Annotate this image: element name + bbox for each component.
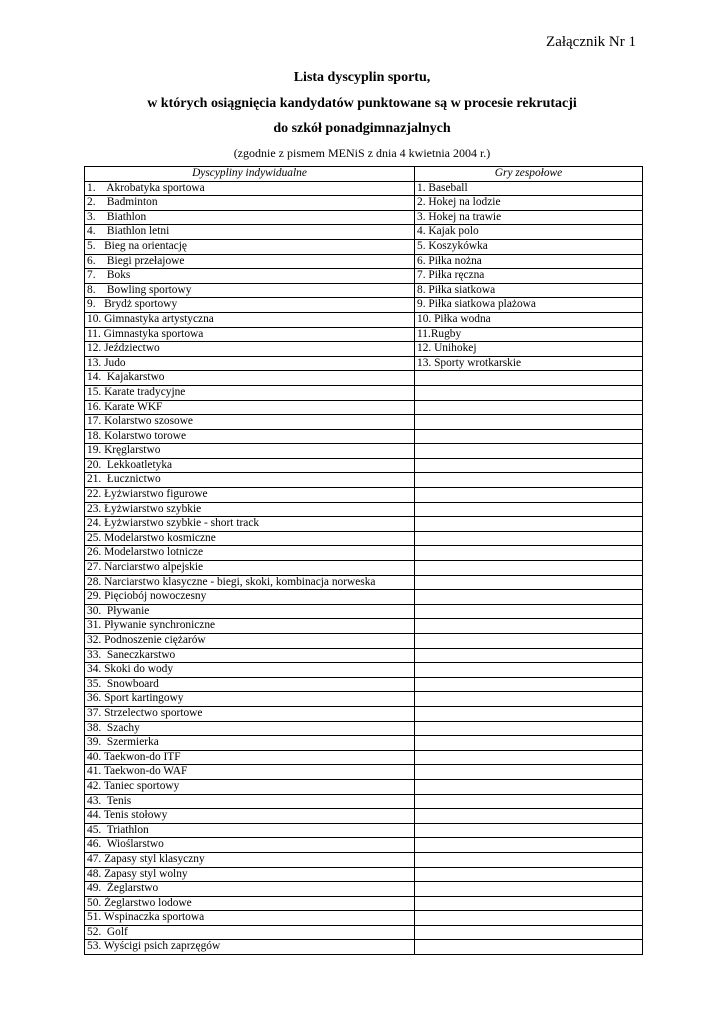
header-individual: Dyscypliny indywidualne xyxy=(85,167,415,182)
team-game-cell xyxy=(415,692,643,707)
team-game-cell xyxy=(415,531,643,546)
table-row xyxy=(85,210,643,225)
table-row xyxy=(85,385,643,400)
table-row xyxy=(85,779,643,794)
team-game-cell: 10. Piłka wodna xyxy=(415,312,643,327)
individual-discipline-cell: 7. Boks xyxy=(85,269,415,284)
table-row xyxy=(85,415,643,430)
team-game-cell xyxy=(415,385,643,400)
individual-discipline-cell: 21. Łucznictwo xyxy=(85,473,415,488)
individual-discipline-cell: 12. Jeździectwo xyxy=(85,342,415,357)
individual-discipline-cell: 47. Zapasy styl klasyczny xyxy=(85,852,415,867)
table-row xyxy=(85,342,643,357)
individual-discipline-cell: 48. Zapasy styl wolny xyxy=(85,867,415,882)
individual-discipline-cell: 5. Bieg na orientację xyxy=(85,239,415,254)
table-body xyxy=(85,181,643,954)
individual-discipline-cell: 53. Wyścigi psich zaprzęgów xyxy=(85,940,415,955)
team-game-cell xyxy=(415,488,643,503)
table-row xyxy=(85,736,643,751)
team-game-cell xyxy=(415,721,643,736)
team-game-cell xyxy=(415,473,643,488)
table-row xyxy=(85,239,643,254)
table-row xyxy=(85,429,643,444)
individual-discipline-cell: 44. Tenis stołowy xyxy=(85,809,415,824)
individual-discipline-cell: 26. Modelarstwo lotnicze xyxy=(85,546,415,561)
individual-discipline-cell: 34. Skoki do wody xyxy=(85,663,415,678)
table-row xyxy=(85,911,643,926)
individual-discipline-cell: 40. Taekwon-do ITF xyxy=(85,750,415,765)
table-row xyxy=(85,444,643,459)
team-game-cell xyxy=(415,415,643,430)
team-game-cell xyxy=(415,400,643,415)
individual-discipline-cell: 45. Triathlon xyxy=(85,823,415,838)
team-game-cell xyxy=(415,838,643,853)
team-game-cell xyxy=(415,867,643,882)
team-game-cell: 6. Piłka nożna xyxy=(415,254,643,269)
header-team: Gry zespołowe xyxy=(415,167,643,182)
table-row xyxy=(85,663,643,678)
table-row xyxy=(85,940,643,955)
team-game-cell xyxy=(415,604,643,619)
team-game-cell xyxy=(415,677,643,692)
individual-discipline-cell: 27. Narciarstwo alpejskie xyxy=(85,561,415,576)
individual-discipline-cell: 2. Badminton xyxy=(85,196,415,211)
team-game-cell xyxy=(415,634,643,649)
table-row xyxy=(85,356,643,371)
title-line-1: Lista dyscyplin sportu, xyxy=(293,70,431,85)
individual-discipline-cell: 42. Taniec sportowy xyxy=(85,779,415,794)
table-row xyxy=(85,531,643,546)
table-row xyxy=(85,225,643,240)
individual-discipline-cell: 49. Żeglarstwo xyxy=(85,882,415,897)
individual-discipline-cell: 3. Biathlon xyxy=(85,210,415,225)
table-row xyxy=(85,648,643,663)
table-row xyxy=(85,283,643,298)
individual-discipline-cell: 24. Łyżwiarstwo szybkie - short track xyxy=(85,517,415,532)
team-game-cell xyxy=(415,940,643,955)
individual-discipline-cell: 25. Modelarstwo kosmiczne xyxy=(85,531,415,546)
table-row xyxy=(85,852,643,867)
team-game-cell: 4. Kajak polo xyxy=(415,225,643,240)
table-row xyxy=(85,750,643,765)
table-row xyxy=(85,823,643,838)
table-header-row xyxy=(85,167,643,182)
table-row xyxy=(85,721,643,736)
team-game-cell xyxy=(415,502,643,517)
team-game-cell: 8. Piłka siatkowa xyxy=(415,283,643,298)
table-row xyxy=(85,867,643,882)
team-game-cell: 7. Piłka ręczna xyxy=(415,269,643,284)
table-row xyxy=(85,181,643,196)
team-game-cell: 12. Unihokej xyxy=(415,342,643,357)
individual-discipline-cell: 52. Golf xyxy=(85,925,415,940)
subtitle: (zgodnie z pismem MENiS z dnia 4 kwietnia 2004 r.) xyxy=(233,146,491,160)
individual-discipline-cell: 30. Pływanie xyxy=(85,604,415,619)
individual-discipline-cell: 51. Wspinaczka sportowa xyxy=(85,911,415,926)
table-row xyxy=(85,706,643,721)
team-game-cell xyxy=(415,429,643,444)
team-game-cell xyxy=(415,852,643,867)
table-row xyxy=(85,677,643,692)
individual-discipline-cell: 16. Karate WKF xyxy=(85,400,415,415)
individual-discipline-cell: 38. Szachy xyxy=(85,721,415,736)
individual-discipline-cell: 31. Pływanie synchroniczne xyxy=(85,619,415,634)
team-game-cell xyxy=(415,648,643,663)
team-game-cell xyxy=(415,371,643,386)
team-game-cell xyxy=(415,765,643,780)
individual-discipline-cell: 50. Żeglarstwo lodowe xyxy=(85,896,415,911)
individual-discipline-cell: 9. Brydż sportowy xyxy=(85,298,415,313)
table-row xyxy=(85,619,643,634)
team-game-cell xyxy=(415,444,643,459)
individual-discipline-cell: 22. Łyżwiarstwo figurowe xyxy=(85,488,415,503)
individual-discipline-cell: 43. Tenis xyxy=(85,794,415,809)
team-game-cell xyxy=(415,925,643,940)
team-game-cell xyxy=(415,882,643,897)
individual-discipline-cell: 6. Biegi przełajowe xyxy=(85,254,415,269)
team-game-cell xyxy=(415,779,643,794)
table-row xyxy=(85,896,643,911)
team-game-cell: 1. Baseball xyxy=(415,181,643,196)
table-row xyxy=(85,458,643,473)
individual-discipline-cell: 33. Saneczkarstwo xyxy=(85,648,415,663)
table-row xyxy=(85,298,643,313)
table-row xyxy=(85,838,643,853)
team-game-cell xyxy=(415,575,643,590)
table-row xyxy=(85,692,643,707)
team-game-cell xyxy=(415,896,643,911)
table-row xyxy=(85,269,643,284)
team-game-cell: 11.Rugby xyxy=(415,327,643,342)
attachment-label: Załącznik Nr 1 xyxy=(546,34,636,50)
individual-discipline-cell: 20. Lekkoatletyka xyxy=(85,458,415,473)
individual-discipline-cell: 8. Bowling sportowy xyxy=(85,283,415,298)
table-row xyxy=(85,794,643,809)
team-game-cell: 9. Piłka siatkowa plażowa xyxy=(415,298,643,313)
table-row xyxy=(85,502,643,517)
table-row xyxy=(85,590,643,605)
title-line-2: w których osiągnięcia kandydatów punktowane są w procesie rekrutacji xyxy=(147,96,577,111)
table-row xyxy=(85,473,643,488)
individual-discipline-cell: 37. Strzelectwo sportowe xyxy=(85,706,415,721)
table-row xyxy=(85,488,643,503)
team-game-cell xyxy=(415,590,643,605)
individual-discipline-cell: 14. Kajakarstwo xyxy=(85,371,415,386)
individual-discipline-cell: 17. Kolarstwo szosowe xyxy=(85,415,415,430)
team-game-cell xyxy=(415,794,643,809)
team-game-cell: 2. Hokej na lodzie xyxy=(415,196,643,211)
individual-discipline-cell: 18. Kolarstwo torowe xyxy=(85,429,415,444)
individual-discipline-cell: 32. Podnoszenie ciężarów xyxy=(85,634,415,649)
table-row xyxy=(85,925,643,940)
team-game-cell xyxy=(415,750,643,765)
table-row xyxy=(85,196,643,211)
table-row xyxy=(85,312,643,327)
individual-discipline-cell: 23. Łyżwiarstwo szybkie xyxy=(85,502,415,517)
team-game-cell: 13. Sporty wrotkarskie xyxy=(415,356,643,371)
individual-discipline-cell: 35. Snowboard xyxy=(85,677,415,692)
table-row xyxy=(85,575,643,590)
team-game-cell xyxy=(415,458,643,473)
team-game-cell: 3. Hokej na trawie xyxy=(415,210,643,225)
team-game-cell xyxy=(415,561,643,576)
individual-discipline-cell: 41. Taekwon-do WAF xyxy=(85,765,415,780)
team-game-cell xyxy=(415,911,643,926)
individual-discipline-cell: 19. Kręglarstwo xyxy=(85,444,415,459)
team-game-cell xyxy=(415,809,643,824)
table-row xyxy=(85,765,643,780)
individual-discipline-cell: 11. Gimnastyka sportowa xyxy=(85,327,415,342)
title-line-3: do szkół ponadgimnazjalnych xyxy=(273,121,451,136)
team-game-cell xyxy=(415,517,643,532)
individual-discipline-cell: 4. Biathlon letni xyxy=(85,225,415,240)
team-game-cell xyxy=(415,736,643,751)
individual-discipline-cell: 39. Szermierka xyxy=(85,736,415,751)
table-row xyxy=(85,400,643,415)
individual-discipline-cell: 15. Karate tradycyjne xyxy=(85,385,415,400)
table-row xyxy=(85,634,643,649)
table-row xyxy=(85,809,643,824)
individual-discipline-cell: 10. Gimnastyka artystyczna xyxy=(85,312,415,327)
team-game-cell: 5. Koszykówka xyxy=(415,239,643,254)
table-row xyxy=(85,371,643,386)
table-row xyxy=(85,517,643,532)
team-game-cell xyxy=(415,619,643,634)
individual-discipline-cell: 29. Pięciobój nowoczesny xyxy=(85,590,415,605)
table-row xyxy=(85,546,643,561)
team-game-cell xyxy=(415,663,643,678)
table-row xyxy=(85,254,643,269)
team-game-cell xyxy=(415,823,643,838)
table-row xyxy=(85,561,643,576)
individual-discipline-cell: 36. Sport kartingowy xyxy=(85,692,415,707)
table-row xyxy=(85,882,643,897)
individual-discipline-cell: 1. Akrobatyka sportowa xyxy=(85,181,415,196)
team-game-cell xyxy=(415,706,643,721)
individual-discipline-cell: 46. Wioślarstwo xyxy=(85,838,415,853)
disciplines-table xyxy=(84,166,643,955)
individual-discipline-cell: 13. Judo xyxy=(85,356,415,371)
individual-discipline-cell: 28. Narciarstwo klasyczne - biegi, skoki, kombinacja norweska xyxy=(85,575,415,590)
team-game-cell xyxy=(415,546,643,561)
table-row xyxy=(85,327,643,342)
table-row xyxy=(85,604,643,619)
